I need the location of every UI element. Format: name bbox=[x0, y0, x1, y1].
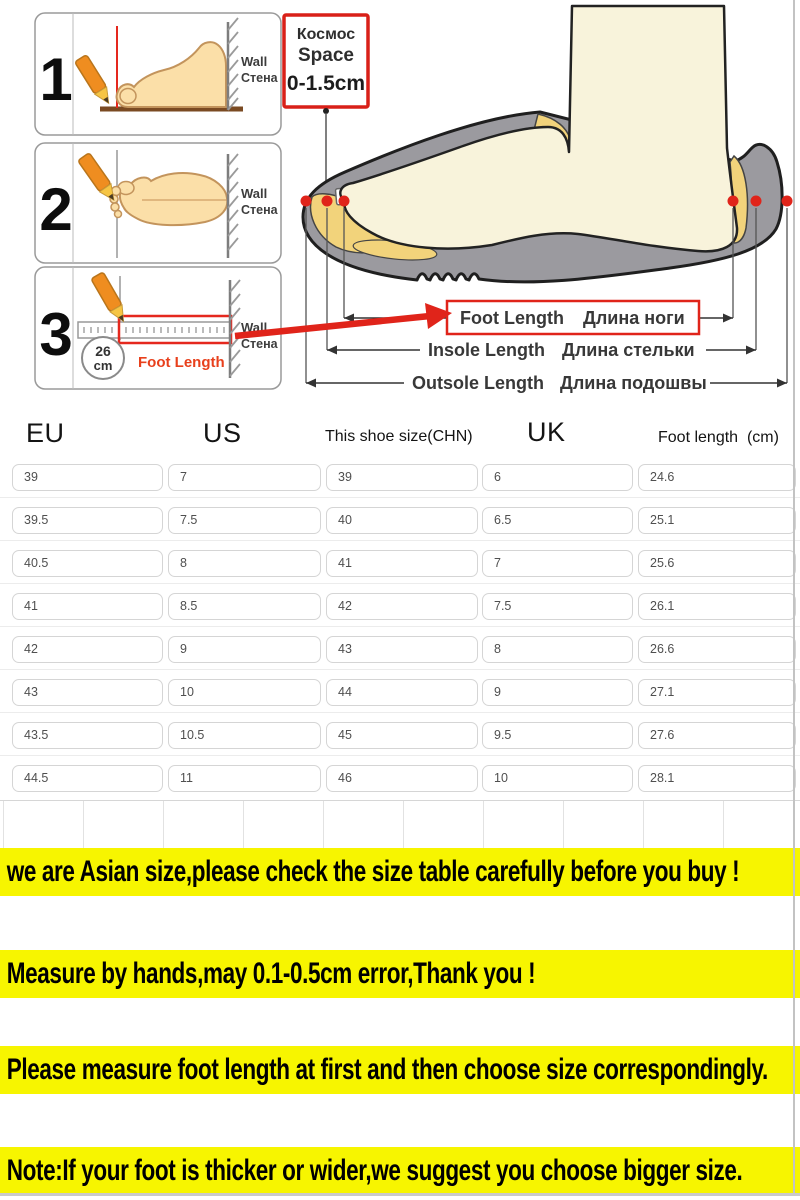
size-cell: 39 bbox=[12, 464, 163, 491]
row-separator bbox=[0, 583, 800, 584]
size-cell: 9 bbox=[168, 636, 321, 663]
size-cell: 46 bbox=[326, 765, 478, 792]
svg-text:Foot Length: Foot Length bbox=[460, 308, 564, 328]
svg-text:0-1.5cm: 0-1.5cm bbox=[286, 72, 366, 95]
dimension-outsole-length bbox=[306, 373, 787, 393]
size-cell: 39 bbox=[326, 464, 478, 491]
svg-text:Outsole Length: Outsole Length bbox=[412, 373, 544, 393]
size-cell: 6.5 bbox=[482, 507, 633, 534]
notice-measure-first bbox=[0, 1046, 800, 1094]
wall-label-ru: Стена bbox=[241, 203, 278, 217]
size-cell: 41 bbox=[326, 550, 478, 577]
size-cell: 27.1 bbox=[638, 679, 796, 706]
svg-text:Длина стельки: Длина стельки bbox=[562, 340, 695, 360]
svg-text:Длина ноги: Длина ноги bbox=[583, 308, 685, 328]
notice-text: Note:If your foot is thicker or wider,we suggest you choose bigger size. bbox=[6, 1154, 743, 1187]
wall-label-en: Wall bbox=[241, 320, 268, 335]
size-cell: 43 bbox=[326, 636, 478, 663]
right-frame-line bbox=[793, 0, 795, 1196]
size-cell: 44.5 bbox=[12, 765, 163, 792]
size-cell: 11 bbox=[168, 765, 321, 792]
step-2-panel bbox=[35, 143, 281, 263]
size-cell: 41 bbox=[12, 593, 163, 620]
wall-label-en: Wall bbox=[241, 54, 268, 69]
spreadsheet-grid-strip bbox=[0, 800, 800, 849]
size-cell: 7 bbox=[168, 464, 321, 491]
notice-thicker-wider bbox=[0, 1147, 800, 1195]
column-header-foot-length: Foot length (cm) bbox=[658, 429, 779, 446]
size-cell: 8 bbox=[168, 550, 321, 577]
size-cell: 9 bbox=[482, 679, 633, 706]
svg-text:Insole Length: Insole Length bbox=[428, 340, 545, 360]
size-cell: 25.1 bbox=[638, 507, 796, 534]
size-cell: 6 bbox=[482, 464, 633, 491]
column-header-chn: This shoe size(CHN) bbox=[325, 428, 473, 445]
column-header-us: US bbox=[203, 418, 242, 448]
size-cell: 7 bbox=[482, 550, 633, 577]
foot-and-leg bbox=[340, 6, 737, 251]
size-cell: 44 bbox=[326, 679, 478, 706]
size-cell: 43.5 bbox=[12, 722, 163, 749]
step-1-panel bbox=[35, 13, 281, 135]
size-cell: 8 bbox=[482, 636, 633, 663]
wall-label-ru: Стена bbox=[241, 337, 278, 351]
step-3-panel bbox=[35, 267, 281, 389]
svg-text:cm: cm bbox=[93, 358, 113, 373]
foot-length-caption: Foot Length bbox=[138, 354, 225, 371]
svg-text:26: 26 bbox=[95, 343, 111, 359]
row-separator bbox=[0, 497, 800, 498]
step-1-number: 1 bbox=[39, 46, 73, 113]
size-cell: 7.5 bbox=[482, 593, 633, 620]
svg-text:Длина подошвы: Длина подошвы bbox=[560, 373, 707, 393]
wall-label-ru: Стена bbox=[241, 71, 278, 85]
row-separator bbox=[0, 755, 800, 756]
step-2-number: 2 bbox=[39, 176, 73, 243]
wall-label-en: Wall bbox=[241, 186, 268, 201]
svg-text:Space: Space bbox=[298, 45, 354, 66]
step-3-number: 3 bbox=[39, 301, 73, 368]
size-cell: 45 bbox=[326, 722, 478, 749]
size-cell: 27.6 bbox=[638, 722, 796, 749]
bottom-frame-line bbox=[0, 1193, 800, 1196]
size-cell: 26.6 bbox=[638, 636, 796, 663]
size-cell: 26.1 bbox=[638, 593, 796, 620]
measure-value-badge bbox=[82, 337, 124, 379]
dimension-insole-length bbox=[327, 340, 756, 360]
svg-text:Космос: Космос bbox=[296, 26, 356, 43]
size-cell: 10.5 bbox=[168, 722, 321, 749]
size-cell: 43 bbox=[12, 679, 163, 706]
size-cell: 25.6 bbox=[638, 550, 796, 577]
row-separator bbox=[0, 626, 800, 627]
notice-text: Measure by hands,may 0.1-0.5cm error,Thank you ! bbox=[6, 957, 536, 990]
size-cell: 24.6 bbox=[638, 464, 796, 491]
row-separator bbox=[0, 540, 800, 541]
column-header-eu: EU bbox=[26, 418, 65, 448]
notice-text: we are Asian size,please check the size table carefully before you buy ! bbox=[6, 855, 740, 888]
size-cell: 40.5 bbox=[12, 550, 163, 577]
size-cell: 28.1 bbox=[638, 765, 796, 792]
size-cell: 8.5 bbox=[168, 593, 321, 620]
size-cell: 10 bbox=[482, 765, 633, 792]
measure-guide-diagram bbox=[0, 0, 800, 400]
size-cell: 42 bbox=[326, 593, 478, 620]
column-header-uk: UK bbox=[527, 417, 566, 447]
size-cell: 9.5 bbox=[482, 722, 633, 749]
size-cell: 39.5 bbox=[12, 507, 163, 534]
size-cell: 10 bbox=[168, 679, 321, 706]
size-cell: 7.5 bbox=[168, 507, 321, 534]
size-cell: 42 bbox=[12, 636, 163, 663]
notice-text: Please measure foot length at first and then choose size correspondingly. bbox=[6, 1053, 768, 1086]
row-separator bbox=[0, 669, 800, 670]
notice-measure-error bbox=[0, 950, 800, 998]
size-cell: 40 bbox=[326, 507, 478, 534]
row-separator bbox=[0, 712, 800, 713]
notice-asian-size bbox=[0, 848, 800, 896]
